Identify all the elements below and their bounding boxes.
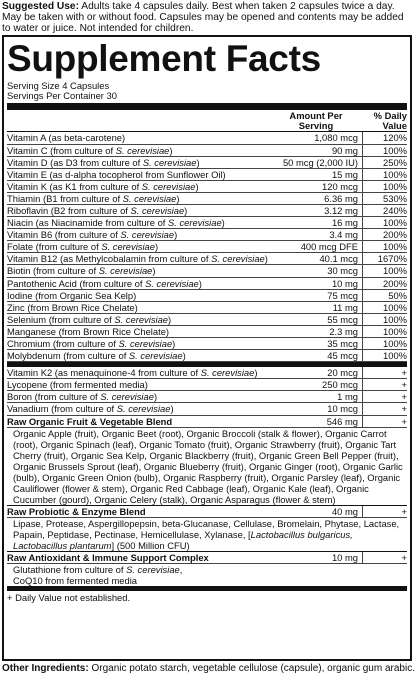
other-rows [7, 367, 407, 415]
nutrient-row [7, 391, 407, 403]
nutrient-name: Vitamin D (as D3 from culture of S. cerevisiae) [7, 156, 200, 168]
nutrient-dv: 100% [383, 144, 407, 156]
nutrient-row [7, 181, 407, 193]
nutrient-dv: + [401, 403, 407, 415]
nutrient-name: Manganese (from Brown Rice Chelate) [7, 325, 170, 337]
nutrient-amount: 15 mg [270, 169, 363, 180]
nutrient-amount: 75 mcg [270, 290, 363, 301]
blend-amount: 40 mg [270, 506, 363, 517]
nutrient-name: Vitamin B6 (from culture of S. cerevisiae) [7, 229, 178, 241]
nutrient-amount: 6.36 mg [270, 193, 363, 204]
nutrient-name: Boron (from culture of S. cerevisiae) [7, 391, 158, 403]
header-dv: % Daily Value [373, 109, 407, 131]
blend-desc-text: , [179, 563, 183, 575]
nutrient-row [7, 278, 407, 290]
nutrient-amount: 90 mg [270, 145, 363, 156]
blend-name: Raw Organic Fruit & Vegetable Blend [7, 415, 173, 427]
blend-dv: + [401, 551, 407, 563]
nutrient-dv: 100% [383, 325, 407, 337]
nutrient-row [7, 290, 407, 302]
nutrient-row [7, 350, 407, 362]
nutrient-name: Thiamin (B1 from culture of S. cerevisiae) [7, 192, 180, 204]
blend-name: Raw Probiotic & Enzyme Blend [7, 505, 146, 517]
nutrient-name: Vitamin K (as K1 from culture of S. cerevisiae) [7, 180, 199, 192]
blend-description [7, 518, 407, 552]
nutrient-name: Folate (from culture of S. cerevisiae) [7, 241, 159, 253]
nutrient-dv: + [401, 391, 407, 403]
nutrient-row [7, 205, 407, 217]
nutrient-row [7, 229, 407, 241]
other-ingredients-label: Other Ingredients: [2, 663, 89, 674]
nutrient-amount: 120 mcg [270, 181, 363, 192]
nutrient-row [7, 193, 407, 205]
nutrient-dv: 100% [383, 168, 407, 180]
nutrient-amount: 30 mcg [270, 265, 363, 276]
nutrient-row [7, 338, 407, 350]
nutrient-row [7, 145, 407, 157]
nutrient-dv: 100% [383, 241, 407, 253]
nutrient-dv: 100% [383, 301, 407, 313]
nutrient-amount: 10 mg [270, 278, 363, 289]
nutrient-amount: 250 mcg [270, 379, 363, 390]
blend-description: Organic Apple (fruit), Organic Beet (root), Organic Broccoli (stalk & flower), Organic Carrot (root), Organic Spinach (leaf), Organic Tomato (fruit), Organic Strawberry (fruit), Organic Tart Cherry (fruit), Organic Sea Kelp, Organic Blackberry (fruit), Organic Green Bell Pepper (fruit), Organic Brussels Sprout (leaf), Organic Blueberry (fruit), Organic Ginger (root), Organic Garlic (bulb), Organic Green Onion (bulb), Organic Raspberry (fruit), Organic Parsley (leaf), Organic Cauliflower (flower & stem), Organic Red Cabbage (leaf), Organic Kale (leaf), Organic Cucumber (gourd), Organic Celery (stalk), Organic Asparagus (flower & stem) [7, 428, 407, 506]
servings-per-container: Servings Per Container 30 [7, 90, 117, 102]
nutrient-amount: 40.1 mcg [270, 253, 363, 264]
blend-dv: + [401, 505, 407, 517]
divider-thick [7, 103, 407, 110]
vitamin-rows [7, 132, 407, 362]
suggested-use [0, 0, 416, 34]
blend-row [7, 416, 407, 428]
nutrient-dv: 100% [383, 180, 407, 192]
nutrient-name: Biotin (from culture of S. cerevisiae) [7, 265, 156, 277]
nutrient-dv: 200% [383, 229, 407, 241]
blend-row [7, 506, 407, 518]
nutrient-row [7, 241, 407, 253]
nutrient-amount: 45 mcg [270, 350, 363, 361]
nutrient-row [7, 265, 407, 277]
nutrient-name: Molybdenum (from culture of S. cerevisiae) [7, 350, 186, 362]
nutrient-dv: 100% [383, 338, 407, 349]
table-header [7, 110, 407, 132]
nutrient-row [7, 379, 407, 391]
nutrient-row [7, 169, 407, 181]
nutrient-dv: 100% [383, 265, 407, 277]
nutrient-name: Vitamin E (as d-alpha tocopherol from Sunflower Oil) [7, 168, 226, 180]
nutrient-amount: 11 mg [270, 302, 363, 313]
blend-row [7, 552, 407, 564]
nutrient-name: Vitamin C (from culture of S. cerevisiae) [7, 144, 173, 156]
nutrient-row [7, 253, 407, 265]
nutrient-row [7, 403, 407, 415]
blend-desc-italic: S. cerevisiae [126, 563, 180, 575]
nutrient-dv: 530% [383, 192, 407, 204]
nutrient-name: Vanadium (from culture of S. cerevisiae) [7, 403, 174, 415]
nutrient-name: Vitamin A (as beta-carotene) [7, 132, 126, 144]
blend-amount: 10 mg [270, 552, 363, 563]
nutrient-row [7, 157, 407, 169]
blend-dv: + [401, 415, 407, 427]
nutrient-name: Vitamin K2 (as menaquinone-4 from culture of S. cerevisiae) [7, 367, 258, 379]
suggested-use-text: Adults take 4 capsules daily. Best when taken 2 capsules twice a day. May be taken with or without food. Capsules may be opened and contents may be added to water or juice. Not intended for children. [2, 1, 404, 35]
nutrient-amount: 10 mcg [270, 403, 363, 414]
nutrient-amount: 20 mcg [270, 367, 363, 378]
nutrient-dv: 200% [383, 277, 407, 289]
nutrient-name: Vitamin B12 (as Methylcobalamin from culture of S. cerevisiae) [7, 253, 268, 265]
nutrient-dv: + [401, 367, 407, 379]
panel-title: Supplement Facts [7, 38, 321, 79]
nutrient-amount: 1,080 mcg [270, 132, 363, 143]
nutrient-name: Iodine (from Organic Sea Kelp) [7, 289, 137, 301]
other-ingredients-text: Organic potato starch, vegetable cellulose (capsule), organic gum arabic. [88, 663, 415, 674]
nutrient-dv: 100% [383, 313, 407, 325]
nutrient-amount: 400 mcg DFE [270, 241, 363, 252]
nutrient-amount: 35 mcg [270, 338, 363, 349]
header-amount: Amount Per Serving [289, 109, 343, 131]
nutrient-dv: 1670% [377, 253, 407, 265]
blend-name: Raw Antioxidant & Immune Support Complex [7, 551, 209, 563]
nutrient-amount: 50 mcg (2,000 IU) [270, 157, 363, 168]
nutrient-name: Riboflavin (B2 from culture of S. cerevisiae) [7, 204, 188, 216]
blend-desc-text: CoQ10 from fermented media [13, 574, 138, 586]
nutrient-row [7, 326, 407, 338]
nutrient-dv: 100% [383, 217, 407, 229]
blend-desc-text: Glutathione from culture of [13, 563, 127, 575]
nutrient-dv: 120% [383, 132, 407, 144]
nutrient-row [7, 367, 407, 379]
nutrient-dv: 240% [383, 204, 407, 216]
nutrient-name: Lycopene (from fermented media) [7, 379, 148, 391]
nutrient-dv: 250% [383, 156, 407, 168]
nutrient-name: Zinc (from Brown Rice Chelate) [7, 301, 138, 313]
footnote: + Daily Value not established. [7, 591, 131, 603]
nutrient-dv: 50% [388, 289, 407, 301]
blend-description [7, 564, 407, 587]
blend-desc-italic: Lactobacillus bulgaricus, Lactobacillus plantarum [13, 528, 353, 551]
serving-size: Serving Size 4 Capsules [7, 80, 110, 91]
nutrient-row [7, 217, 407, 229]
nutrient-row [7, 314, 407, 326]
nutrient-name: Chromium (from culture of S. cerevisiae) [7, 338, 176, 349]
nutrient-amount: 2.3 mg [270, 326, 363, 337]
nutrient-name: Pantothenic Acid (from culture of S. cerevisiae) [7, 277, 202, 289]
blend-desc-text: Lipase, Protease, Aspergillopepsin, beta-Glucanase, Cellulase, Bromelain, Phytase, Lactase, Papain, Peptidase, Pectinase, Hemicellulase, Xylanase, [ [13, 517, 400, 540]
nutrient-amount: 55 mcg [270, 314, 363, 325]
nutrient-amount: 3.12 mg [270, 205, 363, 216]
nutrient-row [7, 132, 407, 144]
nutrient-name: Selenium (from culture of S. cerevisiae) [7, 313, 172, 325]
supplement-facts-panel [2, 35, 412, 661]
suggested-use-label: Suggested Use: [2, 1, 79, 12]
nutrient-name: Niacin (as Niacinamide from culture of S. cerevisiae) [7, 217, 225, 229]
blend-amount: 546 mg [270, 416, 363, 427]
nutrient-dv: 100% [383, 350, 407, 362]
nutrient-amount: 1 mg [270, 391, 363, 402]
other-ingredients [2, 663, 415, 675]
nutrient-amount: 16 mg [270, 217, 363, 228]
blend-desc-text: ] (500 Million CFU) [111, 539, 190, 551]
nutrient-row [7, 302, 407, 314]
nutrient-amount: 3.4 mg [270, 229, 363, 240]
nutrient-dv: + [401, 379, 407, 391]
